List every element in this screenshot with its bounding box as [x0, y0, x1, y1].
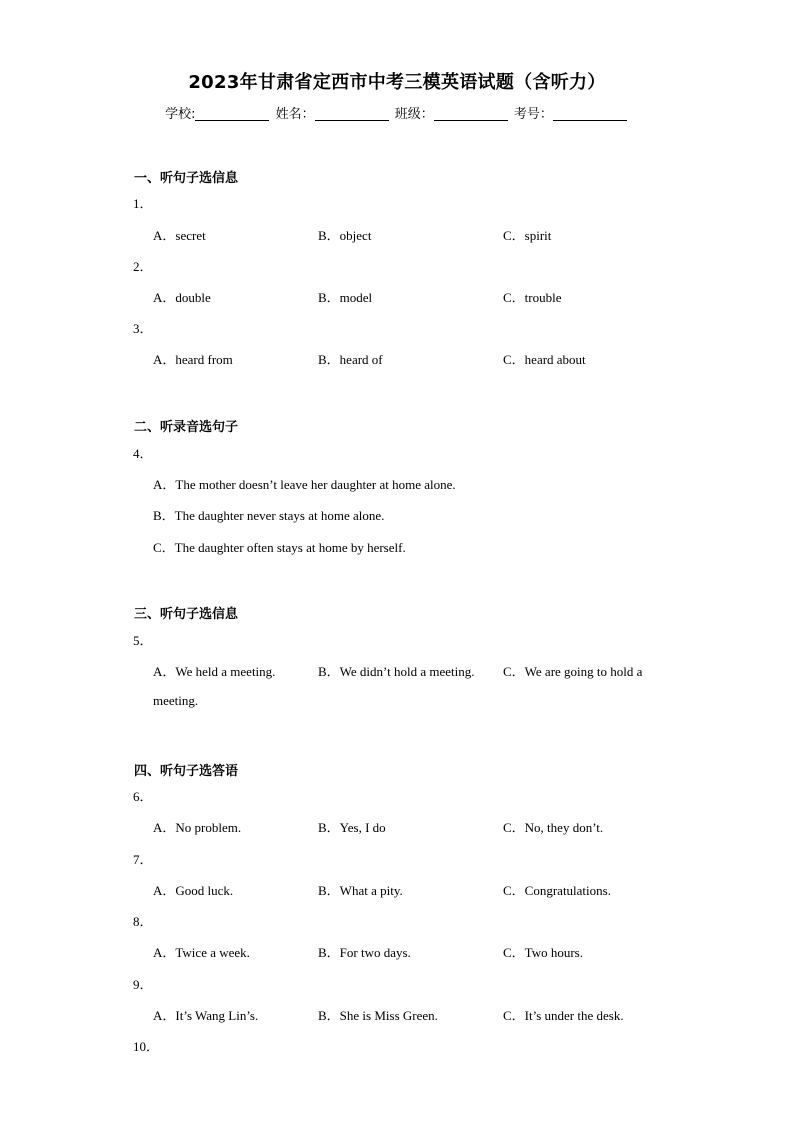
q5-option-a: A．We held a meeting.: [153, 664, 276, 679]
number-blank[interactable]: [553, 106, 627, 121]
q9-option-c: C．It’s under the desk.: [503, 1008, 624, 1023]
question-number-4: 4．: [133, 446, 153, 461]
question-number-7: 7．: [133, 852, 153, 867]
q9-option-a: A．It’s Wang Lin’s.: [153, 1008, 259, 1023]
question-number-3: 3．: [133, 321, 153, 336]
question-number-1: 1．: [133, 196, 153, 211]
q9-option-b: B．She is Miss Green.: [318, 1008, 438, 1023]
q2-option-a: A．double: [153, 290, 211, 305]
school-label: 学校:: [165, 107, 196, 122]
q3-option-c: C．heard about: [503, 352, 586, 367]
section-heading-2: 二、听录音选句子: [134, 420, 239, 435]
number-label: 考号：: [513, 107, 553, 122]
q8-option-b: B．For two days.: [318, 945, 411, 960]
name-blank[interactable]: [315, 106, 389, 121]
student-info-line: [0, 103, 794, 122]
question-number-8: 8．: [133, 914, 153, 929]
q4-option-a: A．The mother doesn’t leave her daughter at home alone.: [153, 477, 456, 492]
class-blank[interactable]: [434, 106, 508, 121]
q1-option-a: A．secret: [153, 228, 206, 243]
question-number-6: 6．: [133, 789, 153, 804]
q1-option-c: C．spirit: [503, 228, 552, 243]
q4-option-c: C．The daughter often stays at home by herself.: [153, 540, 406, 555]
q3-option-a: A．heard from: [153, 352, 233, 367]
q3-option-b: B．heard of: [318, 352, 383, 367]
q6-option-a: A．No problem.: [153, 820, 242, 835]
question-number-10: 10．: [133, 1039, 160, 1054]
q8-option-c: C．Two hours.: [503, 945, 583, 960]
q6-option-c: C．No, they don’t.: [503, 820, 604, 835]
q8-option-a: A．Twice a week.: [153, 945, 250, 960]
section-heading-3: 三、听句子选信息: [134, 607, 239, 622]
question-number-5: 5．: [133, 633, 153, 648]
q6-option-b: B．Yes, I do: [318, 820, 386, 835]
q2-option-c: C．trouble: [503, 290, 562, 305]
question-number-2: 2．: [133, 259, 153, 274]
question-number-9: 9．: [133, 977, 153, 992]
q1-option-b: B．object: [318, 228, 372, 243]
q5-option-c-continued: meeting.: [153, 693, 199, 708]
name-label: 姓名：: [275, 107, 315, 122]
school-blank[interactable]: [195, 106, 269, 121]
q5-option-b: B．We didn’t hold a meeting.: [318, 664, 475, 679]
q7-option-b: B．What a pity.: [318, 883, 403, 898]
section-heading-1: 一、听句子选信息: [134, 171, 239, 186]
q5-option-c: C．We are going to hold a: [503, 664, 643, 679]
q7-option-a: A．Good luck.: [153, 883, 234, 898]
q4-option-b: B．The daughter never stays at home alone.: [153, 508, 385, 523]
class-label: 班级：: [394, 107, 434, 122]
page-title: 2023年甘肃省定西市中考三模英语试题（含听力）: [188, 72, 606, 93]
q7-option-c: C．Congratulations.: [503, 883, 611, 898]
q2-option-b: B．model: [318, 290, 373, 305]
section-heading-4: 四、听句子选答语: [134, 764, 239, 779]
